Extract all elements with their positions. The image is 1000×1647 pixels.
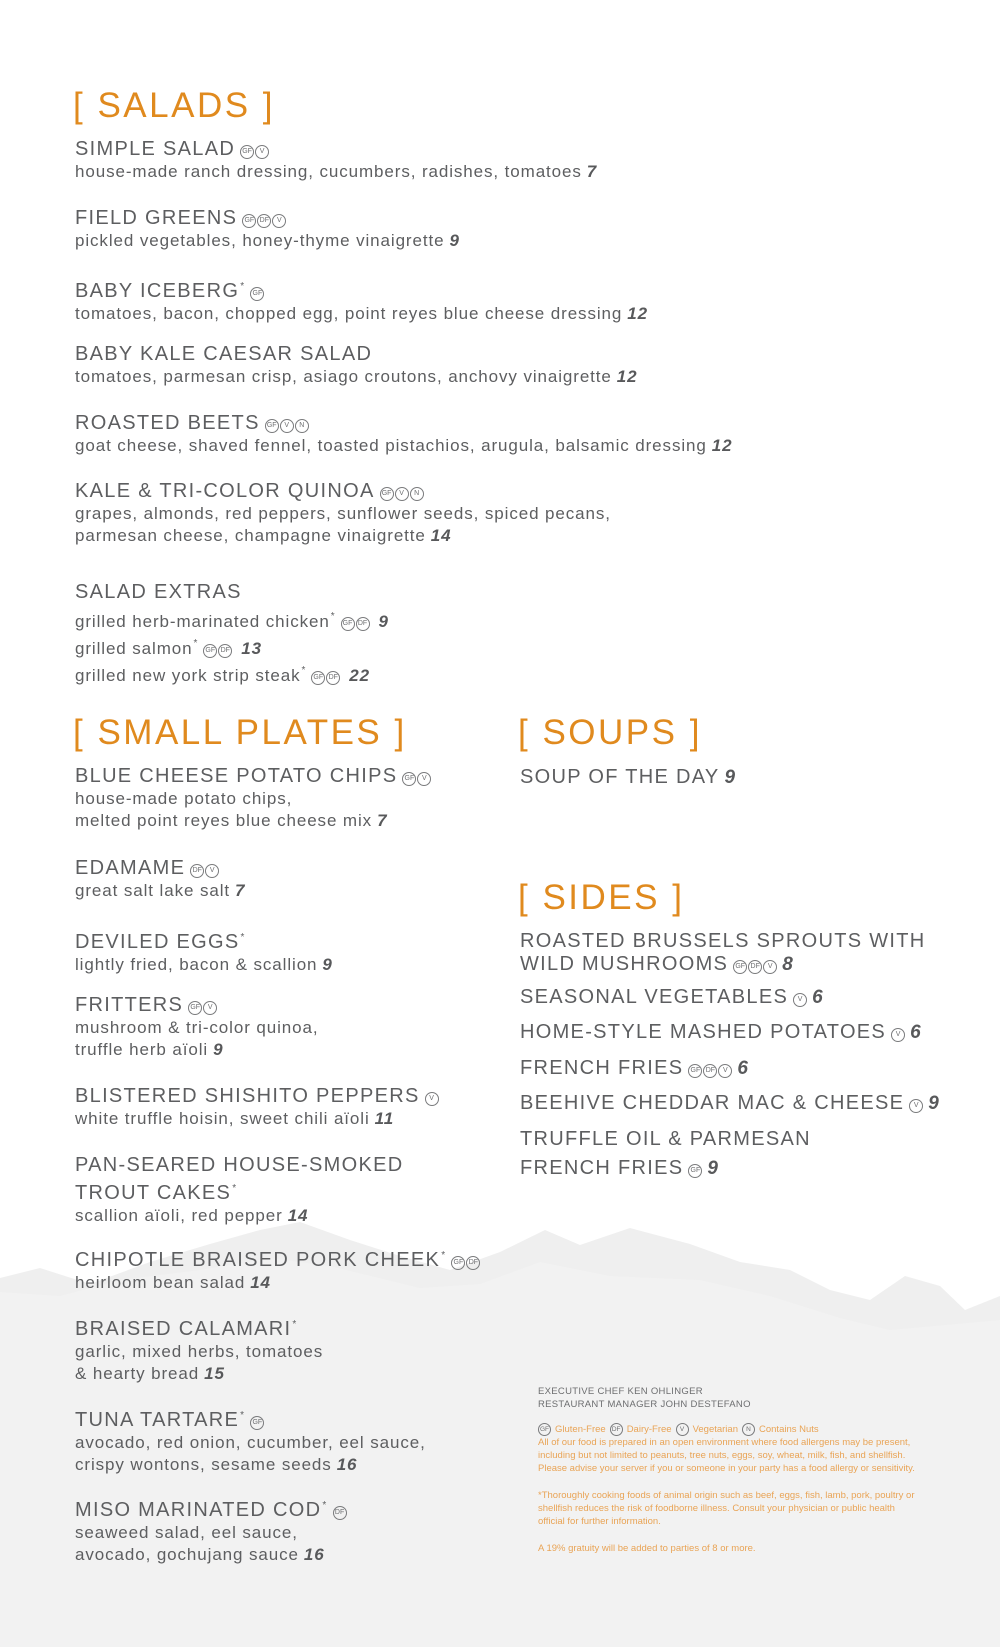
contains-nuts-icon: N	[742, 1423, 755, 1436]
vegetarian-icon: V	[272, 214, 286, 228]
dietary-badges	[341, 617, 370, 631]
dietary-badges	[380, 487, 424, 501]
asterisk-mark: *	[292, 1319, 298, 1330]
item-name: SIMPLE SALAD	[75, 138, 236, 160]
dietary-badges	[188, 1001, 217, 1015]
asterisk-mark: *	[322, 1500, 328, 1511]
item-name: BABY ICEBERG	[75, 280, 240, 302]
gluten-free-icon: GF	[688, 1164, 702, 1178]
dietary-badges	[451, 1256, 480, 1270]
dairy-free-icon: DF	[356, 617, 370, 631]
item-price: 7	[377, 811, 388, 830]
item-description: pickled vegetables, honey-thyme vinaigrette	[75, 231, 445, 250]
item-name: HOME-STYLE MASHED POTATOES	[520, 1021, 887, 1043]
dietary-badges	[240, 145, 269, 159]
salads-title: [ SALADS ]	[73, 86, 276, 125]
legend-contains-nuts: Contains Nuts	[759, 1424, 819, 1435]
small-plates-title: [ SMALL PLATES ]	[73, 713, 407, 752]
item-price: 14	[287, 1206, 309, 1225]
item-description: house-made potato chips,	[75, 789, 293, 808]
vegetarian-icon: V	[417, 772, 431, 786]
menu-item-fritters	[75, 994, 495, 1061]
item-name: SOUP OF THE DAY	[520, 766, 720, 788]
item-description: lightly fried, bacon & scallion	[75, 955, 318, 974]
item-price: 16	[336, 1455, 358, 1474]
menu-item-deviled-eggs	[75, 926, 495, 976]
item-name: SALAD EXTRAS	[75, 581, 242, 603]
dietary-badges	[733, 960, 777, 974]
legend-vegetarian: Vegetarian	[692, 1424, 738, 1435]
menu-item-mac-and-cheese	[520, 1092, 960, 1115]
item-description: tomatoes, parmesan crisp, asiago croutons, anchovy vinaigrette	[75, 367, 612, 386]
item-description: great salt lake salt	[75, 881, 231, 900]
item-name: WILD MUSHROOMS	[520, 953, 729, 975]
item-price: 12	[627, 304, 648, 323]
gluten-free-icon: GF	[538, 1423, 551, 1436]
item-name: DEVILED EGGS	[75, 931, 240, 953]
dietary-badges	[311, 671, 340, 685]
gluten-free-icon: GF	[188, 1001, 202, 1015]
gluten-free-icon: GF	[402, 772, 416, 786]
vegetarian-icon: V	[205, 864, 219, 878]
asterisk-mark: *	[240, 281, 246, 292]
item-description: mushroom & tri-color quinoa,	[75, 1018, 319, 1037]
sides-title: [ SIDES ]	[518, 878, 685, 917]
item-name: TROUT CAKES	[75, 1182, 232, 1204]
item-name: TRUFFLE OIL & PARMESAN	[520, 1128, 811, 1150]
item-name: SEASONAL VEGETABLES	[520, 986, 789, 1008]
item-description: parmesan cheese, champagne vinaigrette	[75, 526, 426, 545]
dairy-free-icon: DF	[703, 1064, 717, 1078]
gluten-free-icon: GF	[242, 214, 256, 228]
item-description: goat cheese, shaved fennel, toasted pistachios, arugula, balsamic dressing	[75, 436, 707, 455]
item-price: 12	[711, 436, 733, 455]
item-name: PAN-SEARED HOUSE-SMOKED	[75, 1154, 404, 1176]
dietary-badges	[190, 864, 219, 878]
menu-item-kale-quinoa	[75, 480, 955, 547]
menu-item-field-greens	[75, 207, 955, 252]
vegetarian-icon: V	[909, 1099, 923, 1113]
menu-item-baby-kale-caesar	[75, 343, 955, 388]
item-description: avocado, gochujang sauce	[75, 1545, 299, 1564]
menu-item-simple-salad	[75, 138, 955, 183]
item-price: 14	[250, 1273, 271, 1292]
gluten-free-icon: GF	[250, 287, 264, 301]
vegetarian-icon: V	[395, 487, 409, 501]
item-price: 7	[586, 162, 598, 181]
item-price: 9	[707, 1158, 720, 1179]
vegetarian-icon: V	[763, 960, 777, 974]
menu-item-miso-cod	[75, 1494, 495, 1566]
footer-notes	[538, 1385, 918, 1555]
gluten-free-icon: GF	[240, 145, 254, 159]
vegetarian-icon: V	[203, 1001, 217, 1015]
vegetarian-icon: V	[891, 1028, 905, 1042]
item-name: BLISTERED SHISHITO PEPPERS	[75, 1085, 420, 1107]
item-price: 11	[374, 1109, 395, 1128]
item-name: ROASTED BRUSSELS SPROUTS WITH	[520, 930, 926, 952]
legend-dairy-free: Dairy-Free	[626, 1424, 672, 1435]
item-name: FRENCH FRIES	[520, 1157, 684, 1179]
dietary-badges	[203, 644, 232, 658]
item-description: avocado, red onion, cucumber, eel sauce,	[75, 1433, 426, 1452]
menu-item-edamame	[75, 857, 495, 902]
asterisk-mark: *	[240, 1410, 246, 1421]
item-price: 9	[449, 231, 460, 250]
item-price: 6	[812, 987, 825, 1008]
item-description: white truffle hoisin, sweet chili aïoli	[75, 1109, 370, 1128]
item-description: & hearty bread	[75, 1364, 200, 1383]
menu-item-truffle-fries	[520, 1128, 960, 1180]
dietary-badges	[793, 993, 807, 1007]
menu-item-trout-cakes	[75, 1154, 495, 1227]
item-price: 9	[213, 1040, 224, 1059]
item-description: scallion aïoli, red pepper	[75, 1206, 283, 1225]
item-description: melted point reyes blue cheese mix	[75, 811, 373, 830]
item-price: 14	[430, 526, 452, 545]
vegetarian-icon: V	[280, 419, 294, 433]
item-name: TUNA TARTARE	[75, 1409, 240, 1431]
menu-item-blue-cheese-chips	[75, 765, 495, 832]
dietary-badges	[688, 1164, 702, 1178]
item-price: 9	[322, 955, 333, 974]
gluten-free-icon: GF	[265, 419, 279, 433]
dairy-free-icon: DF	[218, 644, 232, 658]
asterisk-mark: *	[193, 638, 199, 649]
asterisk-mark: *	[301, 665, 307, 676]
item-description: seaweed salad, eel sauce,	[75, 1523, 298, 1542]
dairy-free-icon: DF	[257, 214, 271, 228]
item-price: 16	[303, 1545, 325, 1564]
extra-salmon: grilled salmon* GF DF 13	[75, 638, 262, 658]
legend-gluten-free: Gluten-Free	[555, 1424, 606, 1435]
menu-item-french-fries	[520, 1057, 960, 1080]
gluten-free-icon: GF	[341, 617, 355, 631]
menu-item-shishito-peppers	[75, 1085, 495, 1130]
dairy-free-icon: DF	[466, 1256, 480, 1270]
gluten-free-icon: GF	[203, 644, 217, 658]
salad-extras	[75, 581, 955, 687]
item-description: tomatoes, bacon, chopped egg, point reyes blue cheese dressing	[75, 304, 623, 323]
asterisk-mark: *	[232, 1183, 238, 1194]
item-price: 12	[616, 367, 638, 386]
item-price: 9	[928, 1093, 941, 1114]
item-description: truffle herb aïoli	[75, 1040, 209, 1059]
asterisk-mark: *	[330, 611, 336, 622]
item-price: 7	[235, 881, 246, 900]
item-name: ROASTED BEETS	[75, 412, 260, 434]
dietary-badges	[891, 1028, 905, 1042]
item-price: 13	[241, 639, 262, 658]
menu-item-braised-calamari	[75, 1313, 495, 1385]
dietary-badges	[242, 214, 286, 228]
dietary-legend	[538, 1423, 918, 1436]
item-description: garlic, mixed herbs, tomatoes	[75, 1342, 324, 1361]
item-name: FIELD GREENS	[75, 207, 238, 229]
vegetarian-icon: V	[718, 1064, 732, 1078]
dietary-badges	[250, 1416, 264, 1430]
menu-item-mashed-potatoes	[520, 1021, 960, 1044]
menu-item-baby-iceberg	[75, 275, 955, 325]
contains-nuts-icon: N	[295, 419, 309, 433]
item-price: 15	[204, 1364, 225, 1383]
item-name: BRAISED CALAMARI	[75, 1318, 292, 1340]
gluten-free-icon: GF	[688, 1064, 702, 1078]
dairy-free-icon: DF	[326, 671, 340, 685]
extra-chicken: grilled herb-marinated chicken* GF DF 9	[75, 611, 389, 631]
menu-item-roasted-beets	[75, 412, 955, 457]
dietary-badges	[250, 287, 264, 301]
item-price: 9	[724, 767, 737, 788]
item-name: MISO MARINATED COD	[75, 1499, 322, 1521]
dietary-badges	[402, 772, 431, 786]
gluten-free-icon: GF	[250, 1416, 264, 1430]
gratuity-notice: A 19% gratuity will be added to parties of 8 or more.	[538, 1543, 756, 1554]
menu-item-tuna-tartare	[75, 1404, 495, 1476]
dairy-free-icon: DF	[333, 1506, 347, 1520]
item-name: EDAMAME	[75, 857, 186, 879]
item-price: 6	[910, 1022, 922, 1043]
asterisk-mark: *	[240, 932, 246, 943]
extra-steak: grilled new york strip steak* GF DF 22	[75, 665, 371, 685]
item-price: 9	[378, 612, 389, 631]
dietary-badges	[688, 1064, 732, 1078]
cooking-notice: *Thoroughly cooking foods of animal origin such as beef, eggs, fish, lamb, pork, poultry or shellfish reduces the risk of foodborne illness. Consult your physician or public health official for further information.	[538, 1490, 915, 1527]
item-name: BLUE CHEESE POTATO CHIPS	[75, 765, 398, 787]
item-price: 8	[782, 954, 795, 975]
menu-item-seasonal-vegetables	[520, 986, 960, 1009]
dietary-badges	[265, 419, 309, 433]
soups-title: [ SOUPS ]	[518, 713, 702, 752]
dairy-free-icon: DF	[610, 1423, 623, 1436]
gluten-free-icon: GF	[380, 487, 394, 501]
dietary-badges	[909, 1099, 923, 1113]
menu-item-soup-of-the-day	[520, 766, 960, 789]
item-description: house-made ranch dressing, cucumbers, radishes, tomatoes	[75, 162, 582, 181]
item-name: FRENCH FRIES	[520, 1057, 684, 1079]
item-description: crispy wontons, sesame seeds	[75, 1455, 332, 1474]
vegetarian-icon: V	[793, 993, 807, 1007]
gluten-free-icon: GF	[733, 960, 747, 974]
item-name: CHIPOTLE BRAISED PORK CHEEK	[75, 1249, 441, 1271]
item-name: FRITTERS	[75, 994, 184, 1016]
dietary-badges	[425, 1092, 439, 1106]
item-name: BEEHIVE CHEDDAR MAC & CHEESE	[520, 1092, 905, 1114]
contains-nuts-icon: N	[410, 487, 424, 501]
item-price: 6	[737, 1058, 750, 1079]
menu-item-brussels-sprouts	[520, 930, 960, 976]
dietary-badges	[333, 1506, 347, 1520]
gluten-free-icon: GF	[311, 671, 325, 685]
item-name: BABY KALE CAESAR SALAD	[75, 343, 373, 365]
item-description: heirloom bean salad	[75, 1273, 246, 1292]
item-description: grapes, almonds, red peppers, sunflower seeds, spiced pecans,	[75, 504, 611, 523]
vegetarian-icon: V	[255, 145, 269, 159]
vegetarian-icon: V	[676, 1423, 689, 1436]
dairy-free-icon: DF	[190, 864, 204, 878]
gluten-free-icon: GF	[451, 1256, 465, 1270]
menu-item-pork-cheek	[75, 1244, 515, 1294]
executive-chef: EXECUTIVE CHEF KEN OHLINGER	[538, 1386, 703, 1397]
allergen-notice: All of our food is prepared in an open environment where food allergens may be present, including but not limited to peanuts, tree nuts, eggs, soy, wheat, milk, fish, and shellfish. Please advise your server if you or someone in your party has a food allergy or sensitivity.	[538, 1437, 915, 1474]
vegetarian-icon: V	[425, 1092, 439, 1106]
restaurant-manager: RESTAURANT MANAGER JOHN DESTEFANO	[538, 1399, 751, 1410]
item-name: KALE & TRI-COLOR QUINOA	[75, 480, 375, 502]
dairy-free-icon: DF	[748, 960, 762, 974]
item-price: 22	[349, 666, 371, 685]
asterisk-mark: *	[441, 1250, 447, 1261]
